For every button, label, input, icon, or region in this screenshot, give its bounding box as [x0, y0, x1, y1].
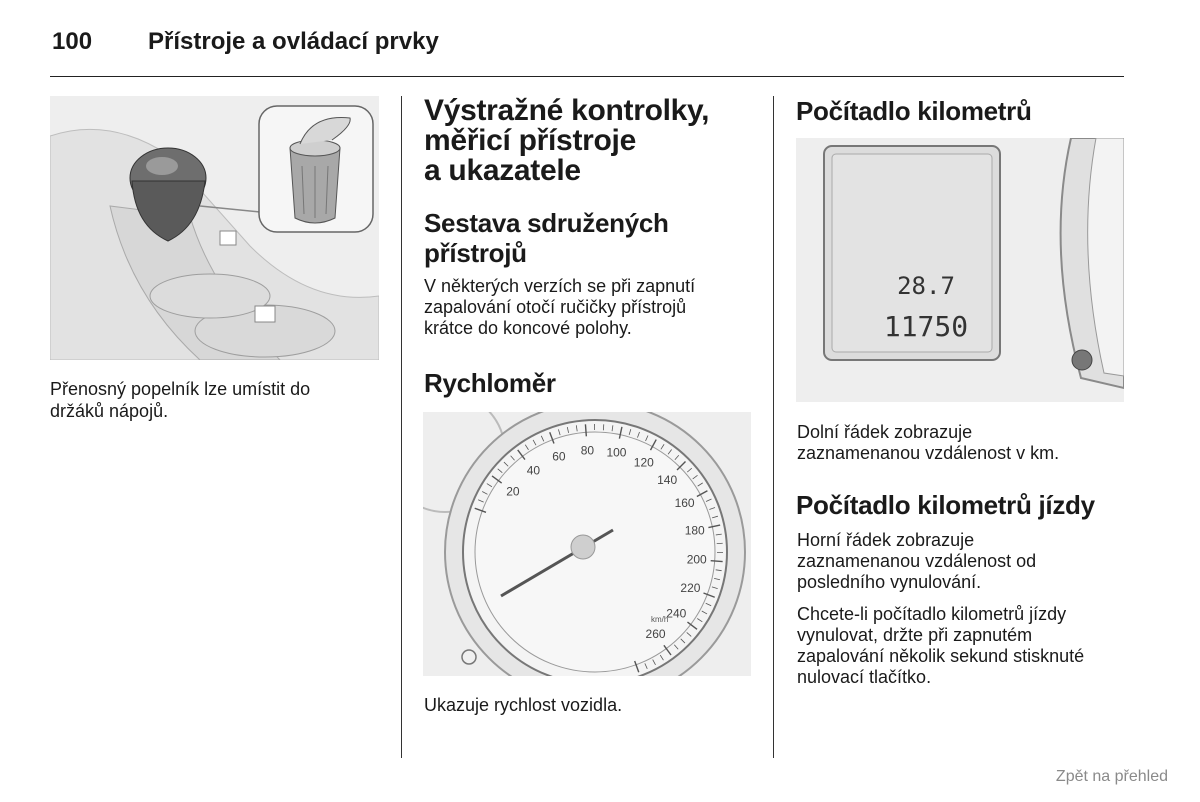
trip-odometer-reset-text: [797, 604, 1084, 688]
speedometer-label: 220: [680, 581, 701, 596]
speedometer-illustration: [423, 412, 751, 676]
speedometer-label: 180: [684, 523, 705, 538]
text-line: zapalování otočí ručičky přístrojů: [424, 297, 687, 317]
text-line: zapalování několik sekund stisknuté: [797, 646, 1085, 666]
trip-display: 28.7: [897, 272, 955, 300]
text-line: vynulovat, držte při zapnutém: [797, 625, 1033, 645]
text-line: V některých verzích se při zapnutí: [424, 276, 696, 296]
text-line: Dolní řádek zobrazuje: [797, 422, 973, 442]
text-line: Chcete-li počítadlo kilometrů jízdy: [797, 604, 1067, 624]
speedometer-label: 60: [552, 449, 566, 464]
speedometer-label: 200: [686, 552, 707, 567]
speedometer-label: 260: [645, 627, 666, 642]
speedometer-heading: Rychloměr: [424, 368, 556, 398]
section-title-line: měřicí přístroje: [424, 124, 636, 157]
trip-odometer-text: [797, 530, 1036, 593]
speedometer-caption: Ukazuje rychlost vozidla.: [424, 695, 623, 715]
column-divider: [773, 96, 774, 758]
text-line: krátce do koncové polohy.: [424, 318, 632, 338]
instrument-cluster-text: [424, 276, 695, 339]
header-rule: [50, 76, 1124, 77]
heading-line: Sestava sdružených: [424, 208, 669, 238]
trip-odometer-heading: Počítadlo kilometrů jízdy: [796, 490, 1095, 520]
speedometer-tick: [711, 561, 723, 562]
page-title: Přístroje a ovládací prvky: [148, 28, 439, 55]
text-line: zaznamenanou vzdálenost v km.: [797, 443, 1060, 463]
page-number: 100: [52, 28, 93, 55]
back-to-overview-link[interactable]: Zpět na přehled: [1055, 768, 1168, 785]
speedometer-label: 140: [657, 472, 678, 487]
text-line: nulovací tlačítko.: [797, 667, 932, 687]
speedometer-label: 100: [606, 445, 627, 460]
speedometer-label: 240: [666, 606, 687, 621]
heading-line: přístrojů: [424, 238, 527, 268]
caption-line: držáků nápojů.: [50, 401, 169, 421]
speedometer-label: 160: [674, 496, 695, 511]
caption-line: Přenosný popelník lze umístit do: [50, 379, 311, 399]
odometer-text: [797, 422, 1059, 464]
text-line: zaznamenanou vzdálenost od: [797, 551, 1037, 571]
column-divider: [401, 96, 402, 758]
odometer-illustration: [796, 138, 1124, 402]
speedometer-label: 80: [580, 443, 595, 458]
section-title-line: a ukazatele: [424, 154, 581, 187]
odometer-display: 11750: [883, 310, 969, 343]
section-title-line: Výstražné kontrolky,: [424, 94, 710, 127]
text-line: Horní řádek zobrazuje: [797, 530, 975, 550]
ashtray-illustration: [50, 96, 379, 360]
text-line: posledního vynulování.: [797, 572, 982, 592]
speedometer-unit: km/h: [651, 615, 669, 624]
speedometer-label: 40: [526, 463, 541, 478]
odometer-heading: Počítadlo kilometrů: [796, 96, 1032, 126]
speedometer-label: 120: [633, 455, 654, 470]
speedometer-label: 20: [506, 484, 520, 499]
section-title: [424, 96, 709, 186]
instrument-cluster-heading: [424, 208, 669, 268]
ashtray-caption: [50, 378, 310, 422]
speedometer-tick: [585, 424, 586, 436]
